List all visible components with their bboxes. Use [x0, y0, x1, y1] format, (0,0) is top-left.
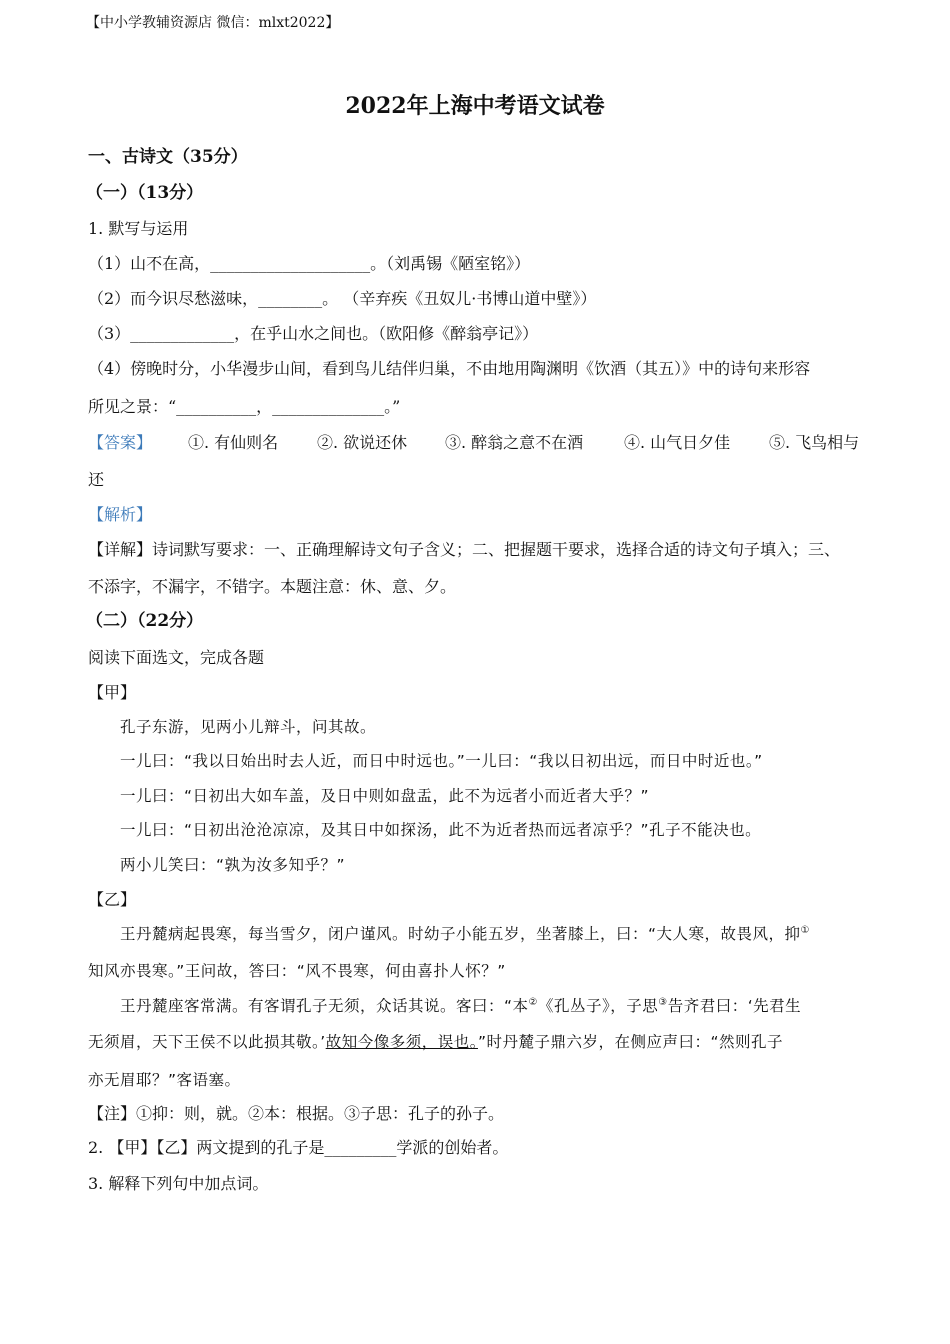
- paragraph-text: 王丹麓病起畏寒，每当雪夕，闭户谨风。时幼子小能五岁，坐著膝上，曰：“大人寒，故畏风，抑: [120, 925, 801, 943]
- passage-paragraph-cont: 知风亦畏寒。”王问故，答曰：“风不畏寒，何由喜扑人怀？”: [88, 962, 506, 980]
- answer-row: [88, 432, 870, 454]
- passage-paragraph: 两小儿笑曰：“孰为汝多知乎？”: [120, 856, 346, 874]
- passage-paragraph: [120, 923, 870, 945]
- question-item: （3）_____________，在乎山水之间也。（欧阳修《醉翁亭记》）: [88, 324, 539, 343]
- question-2: 2. 【甲】【乙】两文提到的孔子是_________学派的创始者。: [88, 1138, 509, 1157]
- footnote-marker: ③: [658, 996, 668, 1008]
- paragraph-text: ”时丹麓子鼎六岁，在侧应声曰：“然则孔子: [477, 1033, 784, 1051]
- header-watermark: 【中小学教辅资源店 微信：mlxt2022】: [86, 15, 340, 31]
- passage-paragraph: 孔子东游，见两小儿辩斗，问其故。: [120, 718, 377, 736]
- answer-tag: 【答案】: [88, 433, 153, 452]
- footnote-marker: ①: [800, 924, 811, 936]
- answer-item: ④. 山气日夕佳: [624, 433, 731, 452]
- detail-text: 诗词默写要求：一、正确理解诗文句子含义；二、把握题干要求，选择合适的诗文句子填入；三、: [152, 540, 841, 559]
- reading-instruction: 阅读下面选文，完成各题: [88, 648, 265, 667]
- passage-tag-jia: 【甲】: [88, 683, 137, 702]
- footnote-marker: ②: [528, 996, 539, 1008]
- question-item: （1）山不在高，____________________。（刘禹锡《陋室铭》）: [88, 254, 531, 273]
- question-stem: 1. 默写与运用: [88, 219, 189, 238]
- paragraph-text: 告齐君曰：‘先君生: [667, 997, 802, 1015]
- detail-tag: 【详解】: [88, 540, 153, 559]
- part-heading: （一）（13分）: [86, 183, 204, 203]
- part-heading: （二）（22分）: [86, 611, 204, 631]
- page-title: 2022年上海中考语文试卷: [345, 93, 605, 119]
- answer-item: ⑤. 飞鸟相与: [769, 433, 860, 452]
- answer-continuation: 还: [88, 470, 105, 489]
- passage-paragraph-cont: 亦无眉耶？”客语塞。: [88, 1071, 241, 1089]
- passage-tag-yi: 【乙】: [88, 890, 137, 909]
- paragraph-text: 无须眉，天下王侯不以此损其敬。’: [88, 1033, 326, 1051]
- passage-paragraph: 一儿曰：“我以日始出时去人近，而日中时远也。”一儿曰：“我以日初出远，而日中时近也。”: [120, 752, 763, 770]
- analysis-detail: [88, 539, 870, 561]
- section-heading: 一、古诗文（35分）: [88, 147, 248, 167]
- analysis-tag: 【解析】: [88, 505, 153, 524]
- question-3: 3. 解释下列句中加点词。: [88, 1174, 269, 1193]
- answer-item: ②. 欲说还休: [317, 433, 408, 452]
- analysis-detail-cont: 不添字，不漏字，不错字。本题注意：休、意、夕。: [88, 577, 457, 596]
- paragraph-text: 《孔丛子》，子思: [538, 997, 659, 1015]
- question-item: 所见之景：“__________，______________。”: [88, 397, 401, 416]
- passage-paragraph: 一儿曰：“日初出沧沧凉凉，及其日中如探汤，此不为近者热而远者凉乎？”孔子不能决也。: [120, 821, 762, 839]
- passage-paragraph: 一儿曰：“日初出大如车盖，及日中则如盘盂，此不为远者小而近者大乎？”: [120, 787, 650, 805]
- annotation-note: 【注】①抑：则，就。②本：根据。③子思：孔子的孙子。: [88, 1104, 505, 1123]
- question-item: （2）而今识尽愁滋味，________。 （辛弃疾《丑奴儿·书博山道中壁》）: [88, 289, 597, 308]
- passage-paragraph: [120, 995, 870, 1017]
- question-item: （4）傍晚时分，小华漫步山间，看到鸟儿结伴归巢，不由地用陶渊明《饮酒（其五）》中的诗句来形容: [88, 359, 811, 378]
- passage-paragraph-cont: [88, 1031, 870, 1053]
- paragraph-text: 王丹麓座客常满。有客谓孔子无须，众话其说。客曰：“本: [120, 997, 529, 1015]
- answer-item: ①. 有仙则名: [188, 433, 279, 452]
- answer-item: ③. 醉翁之意不在酒: [445, 433, 584, 452]
- underlined-sentence: 故知今像多须，误也。: [325, 1033, 478, 1051]
